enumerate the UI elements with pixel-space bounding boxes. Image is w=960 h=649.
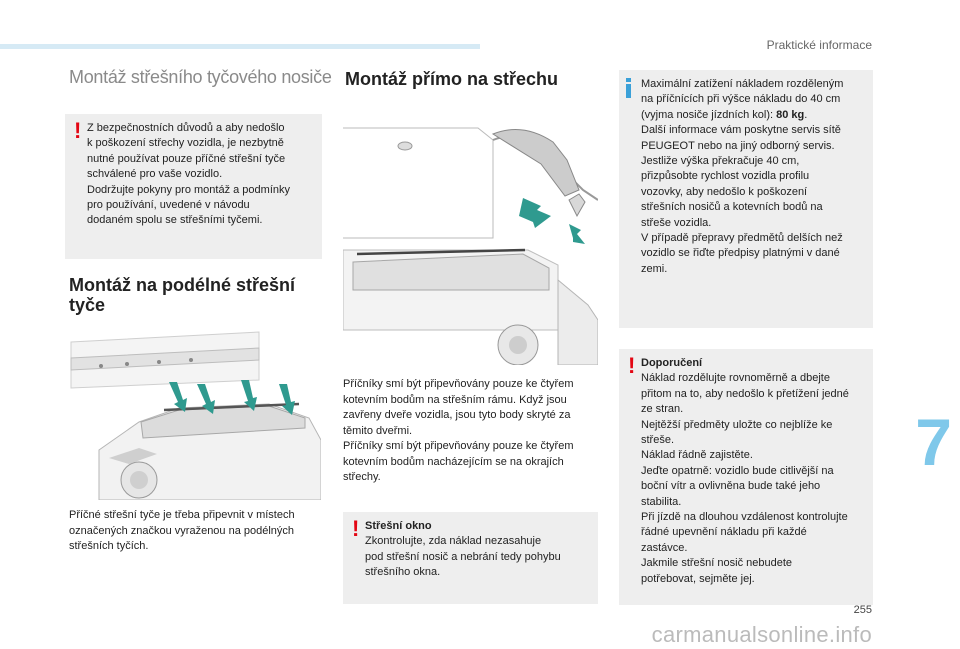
- roof-window-box: [343, 512, 598, 604]
- warning-box: [65, 114, 322, 259]
- warning-icon: !: [352, 516, 360, 541]
- roof-window-text: Střešní okno Zkontrolujte, zda náklad nezasahuje pod střešní nosič a nebrání tedy pohybu střešního okna.: [365, 520, 561, 579]
- warning-icon: !: [628, 353, 636, 378]
- chapter-number: 7: [915, 405, 952, 479]
- info-text: Maximální zatížení nákladem rozděleným na příčnících při výšce nákladu do 40 cm (vyjma nosiče jízdních kol): 80 kg. Další informace vám poskytne servis sítě PEUGEOT nebo na jiný odborný servis. Jestliže výška překračuje 40 cm, přizpůsobte rychlost vozidla profilu vozovky, aby nedošlo k poškození střešních nosičů a kotevních bodů na střeše vozidla. V případě přepravy předmětů delších než vozidlo se řiďte předpisy platnými v dané zemi.: [641, 78, 844, 275]
- roof-rail-car-illustration: [69, 330, 321, 500]
- warning-icon: !: [74, 118, 82, 143]
- watermark: carmanualsonline.info: [651, 622, 872, 647]
- roof-mounting-illustration: [343, 120, 598, 365]
- page-title: Montáž střešního tyčového nosiče: [69, 67, 332, 87]
- info-box: [619, 70, 873, 328]
- advice-box: [619, 349, 873, 605]
- direct-mounting-text: Příčníky smí být připevňovány pouze ke čtyřem kotevním bodům na střešním rámu. Když jsou zavřeny dveře vozidla, jsou tyto body skryté za těmito dveřmi. Příčníky smí být připevňovány pouze ke čtyřem kotevním bodům nacházejícím se na okrajích střechy.: [343, 378, 574, 483]
- section-heading-longitudinal: Montáž na podélné střešní tyče: [69, 275, 296, 315]
- section-heading-direct: Montáž přímo na střechu: [345, 69, 559, 89]
- section-title: Praktické informace: [766, 38, 872, 52]
- advice-text: Doporučení Náklad rozdělujte rovnoměrně a dbejte přitom na to, aby nedošlo k přetížení jedné ze stran. Nejtěžší předměty uložte co nejblíže ke střeše. Náklad řádně zajistěte. Jeďte opatrně: vozidlo bude citlivější na boční vítr a ovlivněna bude také jeho stabilita. Při jízdě na dlouhou vzdálenost kontrolujte řádné upevnění nákladu při každé zastávce. Jakmile střešní nosič nebudete potřebovat, sejměte jej.: [641, 357, 849, 585]
- header-bar: [0, 44, 480, 49]
- warning-text: Z bezpečnostních důvodů a aby nedošlo k poškození střechy vozidla, je nezbytně nutné používat pouze příčné střešní tyče schválené pro vaše vozidlo. Dodržujte pokyny pro montáž a podmínky pro používání, uvedené v návodu dodaném spolu se střešními tyčemi.: [87, 122, 290, 227]
- info-icon: [626, 78, 631, 98]
- longitudinal-caption: Příčné střešní tyče je třeba připevnit v místech označených značkou vyraženou na podélných střešních tyčích.: [69, 509, 295, 552]
- page-number: 255: [853, 604, 872, 616]
